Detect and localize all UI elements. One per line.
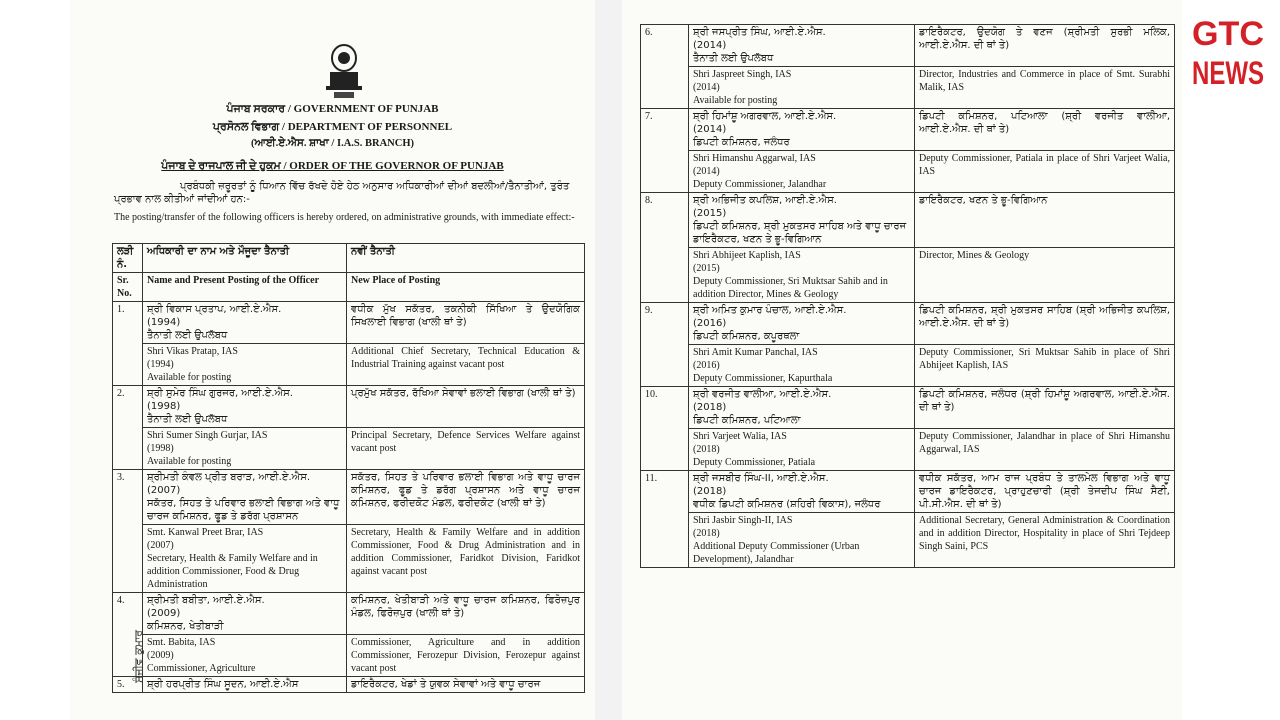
table-row [641,387,1175,429]
new-posting-english: Director, Industries and Commerce in place of Smt. Surabhi Malik, IAS [915,67,1175,109]
officer-punjabi-line: ਸ਼੍ਰੀ ਅਮਿਤ ਕੁਮਾਰ ਪੰਚਾਲ, ਆਈ.ਏ.ਐਸ. [693,305,847,316]
table-row [641,248,1175,303]
officer-english [143,428,347,470]
new-posting-punjabi: ਡਿਪਟੀ ਕਮਿਸ਼ਨਰ, ਸ਼੍ਰੀ ਮੁਕਤਸਰ ਸਾਹਿਬ (ਸ਼੍ਰੀ ਅਭਿਜੀਤ ਕਪਲਿਸ਼, ਆਈ.ਏ.ਐਸ. ਦੀ ਥਾਂ ਤੇ) [915,303,1175,345]
serial-number: 7. [641,109,689,193]
officer-punjabi-line: (2015) [693,208,727,219]
serial-number: 10. [641,387,689,471]
gtc-news-logo [1189,8,1267,90]
officer-english [689,248,915,303]
table-header-en [113,273,585,302]
table-row [113,302,585,344]
left-table-body [113,302,585,693]
officer-english-line: Available for posting [147,372,232,383]
table-row [641,109,1175,151]
header-sr-pa: ਲੜੀ ਨੰ. [113,244,143,273]
new-posting-english: Additional Chief Secretary, Technical Education & Industrial Training against vacant post [347,344,585,386]
table-row [641,25,1175,67]
header-new-pa: ਨਵੀਂ ਤੈਨਾਤੀ [347,244,585,273]
table-row [641,303,1175,345]
officer-punjabi-line: (2018) [693,402,727,413]
officer-english-line: Shri Sumer Singh Gurjar, IAS [147,430,268,441]
officer-punjabi-line: ਕਮਿਸ਼ਨਰ, ਖੇਤੀਬਾੜੀ [147,621,224,632]
new-posting-punjabi: ਡਾਇਰੈਕਟਰ, ਖੇਡਾਂ ਤੇ ਯੁਵਕ ਸੇਵਾਵਾਂ ਅਤੇ ਵਾਧੂ ਚਾਰਜ [347,677,585,693]
officer-english-line: Secretary, Health & Family Welfare and in addition Commissioner, Food & Drug Administration [147,553,318,590]
new-posting-english: Principal Secretary, Defence Services Welfare against vacant post [347,428,585,470]
officer-english-line: Shri Jaspreet Singh, IAS [693,69,792,80]
officer-punjabi-line: (2014) [693,40,727,51]
officer-punjabi-line: (2009) [147,608,181,619]
officer-punjabi-line: ਸ਼੍ਰੀ ਅਭਿਜੀਤ ਕਪਲਿਸ਼, ਆਈ.ਏ.ਐਸ. [693,195,837,206]
officer-punjabi [689,471,915,513]
left-document-page [70,0,595,720]
side-handwritten-note: ਸੰਜੀਵ ਕੁਮਾਰ [132,630,145,683]
officer-english-line: (2018) [693,444,720,455]
new-posting-english: Director, Mines & Geology [915,248,1175,303]
serial-number: 5. [113,677,143,693]
table-row [641,193,1175,248]
officer-english-line: Shri Abhijeet Kaplish, IAS [693,250,801,261]
officer-english-line: (2014) [693,166,720,177]
officer-english [689,345,915,387]
table-row [113,470,585,525]
officer-english-line: Deputy Commissioner, Patiala [693,457,816,468]
serial-number: 6. [641,25,689,109]
officer-punjabi-line: (2007) [147,485,181,496]
officer-punjabi-line: (2014) [693,124,727,135]
officer-punjabi-line: ਸ਼੍ਰੀ ਜਸਬੀਰ ਸਿੰਘ-II, ਆਈ.ਏ.ਐਸ. [693,473,829,484]
officer-english [689,67,915,109]
new-posting-punjabi: ਪ੍ਰਮੁੱਖ ਸਕੱਤਰ, ਰੱਖਿਆ ਸੇਵਾਵਾਂ ਭਲਾਈ ਵਿਭਾਗ (ਖਾਲੀ ਥਾਂ ਤੇ) [347,386,585,428]
new-posting-punjabi: ਡਾਇਰੈਕਟਰ, ਖਣਨ ਤੇ ਭੂ-ਵਿਗਿਆਨ [915,193,1175,248]
new-posting-english: Deputy Commissioner, Patiala in place of Shri Varjeet Walia, IAS [915,151,1175,193]
officer-english-line: Additional Deputy Commissioner (Urban Development), Jalandhar [693,541,860,565]
table-row [641,471,1175,513]
right-document-page [622,0,1182,720]
orders-table-right [640,24,1175,568]
officer-punjabi [689,193,915,248]
officer-punjabi-line: (1998) [147,401,181,412]
officer-english-line: Shri Jasbir Singh-II, IAS [693,515,793,526]
new-posting-punjabi: ਡਾਇਰੈਕਟਰ, ਉਦਯੋਗ ਤੇ ਵਣਜ (ਸ਼੍ਰੀਮਤੀ ਸੁਰਭੀ ਮਲਿਕ, ਆਈ.ਏ.ਐਸ. ਦੀ ਥਾਂ ਤੇ) [915,25,1175,67]
officer-english [689,429,915,471]
officer-english [143,635,347,677]
officer-english-line: Deputy Commissioner, Sri Muktsar Sahib and in addition Director, Mines & Geology [693,276,888,300]
officer-punjabi [689,387,915,429]
serial-number: 4. [113,593,143,677]
table-row [641,67,1175,109]
officer-punjabi [143,302,347,344]
officer-english-line: Shri Amit Kumar Panchal, IAS [693,347,818,358]
table-row [641,513,1175,568]
officer-punjabi-line: (2018) [693,486,727,497]
officer-english-line: (2018) [693,528,720,539]
officer-punjabi-line: ਵਧੀਕ ਡਿਪਟੀ ਕਮਿਸ਼ਨਰ (ਸ਼ਹਿਰੀ ਵਿਕਾਸ), ਜਲੰਧਰ [693,499,881,510]
new-posting-english: Deputy Commissioner, Sri Muktsar Sahib in place of Shri Abhijeet Kaplish, IAS [915,345,1175,387]
officer-english [689,513,915,568]
officer-punjabi-line: ਸ਼੍ਰੀ ਹਰਪ੍ਰੀਤ ਸਿੰਘ ਸੂਦਨ, ਆਈ.ਏ.ਐਸ [147,679,299,690]
officer-punjabi-line: ਸ਼੍ਰੀਮਤੀ ਕੰਵਲ ਪ੍ਰੀਤ ਬਰਾੜ, ਆਈ.ਏ.ਐਸ. [147,472,311,483]
header-officer-pa: ਅਧਿਕਾਰੀ ਦਾ ਨਾਮ ਅਤੇ ਮੌਜੂਦਾ ਤੈਨਾਤੀ [143,244,347,273]
header-branch: (ਆਈ.ਏ.ਐਸ. ਸ਼ਾਖਾ / I.A.S. BRANCH) [251,138,414,149]
new-posting-punjabi: ਸਕੱਤਰ, ਸਿਹਤ ਤੇ ਪਰਿਵਾਰ ਭਲਾਈ ਵਿਭਾਗ ਅਤੇ ਵਾਧੂ ਚਾਰਜ ਕਮਿਸ਼ਨਰ, ਫੂਡ ਤੇ ਡਰੱਗ ਪ੍ਰਸ਼ਾਸਨ ਅਤੇ ਵਾਧੂ ਚਾਰਜ ਕਮਿਸ਼ਨਰ, ਫਰੀਦਕੋਟ ਮੰਡਲ, ਫਰੀਦਕੋਟ (ਖਾਲੀ ਥਾਂ ਤੇ) [347,470,585,525]
officer-punjabi-line: ਡਿਪਟੀ ਕਮਿਸ਼ਨਰ, ਜਲੰਧਰ [693,137,790,148]
intro-english: The posting/transfer of the following officers is hereby ordered, on administrative grounds, with immediate effect:- [114,212,575,223]
officer-punjabi [143,386,347,428]
officer-english-line: Smt. Kanwal Preet Brar, IAS [147,527,264,538]
logo-line2: NEWS [1192,55,1264,91]
officer-punjabi-line: ਸ਼੍ਰੀ ਹਿਮਾਂਸ਼ੂ ਅਗਰਵਾਲ, ਆਈ.ਏ.ਐਸ. [693,111,837,122]
table-header-pa [113,244,585,273]
officer-punjabi-line: ਡਿਪਟੀ ਕਮਿਸ਼ਨਰ, ਸ਼੍ਰੀ ਮੁਕਤਸਰ ਸਾਹਿਬ ਅਤੇ ਵਾਧੂ ਚਾਰਜ ਡਾਇਰੈਕਟਰ, ਖਣਨ ਤੇ ਭੂ-ਵਿਗਿਆਨ [693,221,907,245]
new-posting-english: Secretary, Health & Family Welfare and in addition Commissioner, Food & Drug Administration and in addition Commissioner, Faridkot Division, Faridkot against vacant post [347,525,585,593]
table-row [113,428,585,470]
orders-table-left [112,243,585,693]
serial-number: 3. [113,470,143,593]
officer-punjabi [689,109,915,151]
officer-english-line: (2007) [147,540,174,551]
officer-english-line: Deputy Commissioner, Jalandhar [693,179,827,190]
table-row [641,429,1175,471]
new-posting-punjabi: ਵਧੀਕ ਮੁੱਖ ਸਕੱਤਰ, ਤਕਨੀਕੀ ਸਿੱਖਿਆ ਤੇ ਉਦਯੋਗਿਕ ਸਿਖਲਾਈ ਵਿਭਾਗ (ਖਾਲੀ ਥਾਂ ਤੇ) [347,302,585,344]
header-department: ਪ੍ਰਸੋਨਲ ਵਿਭਾਗ / DEPARTMENT OF PERSONNEL [212,121,453,133]
header-sr-en: Sr. No. [113,273,143,302]
table-row [113,593,585,635]
officer-english [689,151,915,193]
officer-english-line: (1998) [147,443,174,454]
new-posting-english: Deputy Commissioner, Jalandhar in place of Shri Himanshu Aggarwal, IAS [915,429,1175,471]
new-posting-punjabi: ਡਿਪਟੀ ਕਮਿਸ਼ਨਰ, ਜਲੰਧਰ (ਸ਼੍ਰੀ ਹਿਮਾਂਸ਼ੂ ਅਗਰਵਾਲ, ਆਈ.ਏ.ਐਸ. ਦੀ ਥਾਂ ਤੇ) [915,387,1175,429]
officer-english-line: (2015) [693,263,720,274]
table-row [113,525,585,593]
table-row [113,386,585,428]
officer-english-line: (1994) [147,359,174,370]
officer-english-line: Available for posting [693,95,778,106]
officer-english-line: (2014) [693,82,720,93]
officer-english-line: (2016) [693,360,720,371]
officer-punjabi [689,25,915,67]
officer-punjabi [143,470,347,525]
table-row [113,677,585,693]
logo-line1: GTC [1192,15,1264,53]
officer-punjabi-line: ਸ਼੍ਰੀਮਤੀ ਬਬੀਤਾ, ਆਈ.ਏ.ਐਸ. [147,595,265,606]
table-row [641,345,1175,387]
officer-punjabi [143,677,347,693]
order-title: ਪੰਜਾਬ ਦੇ ਰਾਜਪਾਲ ਜੀ ਦੇ ਹੁਕਮ / ORDER OF THE GOVERNOR OF PUNJAB [161,160,504,172]
serial-number: 9. [641,303,689,387]
officer-english-line: (2009) [147,650,174,661]
header-government: ਪੰਜਾਬ ਸਰਕਾਰ / GOVERNMENT OF PUNJAB [226,103,439,115]
table-row [113,635,585,677]
officer-punjabi-line: ਸ਼੍ਰੀ ਵਰਜੀਤ ਵਾਲੀਆ, ਆਈ.ਏ.ਐਸ. [693,389,832,400]
officer-english-line: Smt. Babita, IAS [147,637,216,648]
officer-english-line: Commissioner, Agriculture [147,663,256,674]
officer-punjabi [143,593,347,635]
officer-english [143,344,347,386]
officer-punjabi-line: ਸ਼੍ਰੀ ਵਿਕਾਸ ਪ੍ਰਤਾਪ, ਆਈ.ਏ.ਐਸ. [147,304,282,315]
state-emblem-icon [316,42,372,102]
officer-punjabi-line: ਸਕੱਤਰ, ਸਿਹਤ ਤੇ ਪਰਿਵਾਰ ਭਲਾਈ ਵਿਭਾਗ ਅਤੇ ਵਾਧੂ ਚਾਰਜ ਕਮਿਸ਼ਨਰ, ਫੂਡ ਤੇ ਡਰੱਗ ਪ੍ਰਸ਼ਾਸਨ [147,498,340,522]
serial-number: 8. [641,193,689,303]
table-row [113,344,585,386]
officer-english [143,525,347,593]
officer-punjabi-line: (2016) [693,318,727,329]
officer-punjabi-line: ਤੈਨਾਤੀ ਲਈ ਉਪਲੱਬਧ [147,414,228,425]
new-posting-english: Commissioner, Agriculture and in addition Commissioner, Ferozepur Division, Ferozepur against vacant post [347,635,585,677]
officer-punjabi-line: ਡਿਪਟੀ ਕਮਿਸ਼ਨਰ, ਕਪੂਰਥਲਾ [693,331,800,342]
officer-english-line: Shri Varjeet Walia, IAS [693,431,787,442]
officer-punjabi-line: (1994) [147,317,181,328]
officer-punjabi [689,303,915,345]
new-posting-punjabi: ਡਿਪਟੀ ਕਮਿਸ਼ਨਰ, ਪਟਿਆਲਾ (ਸ਼੍ਰੀ ਵਰਜੀਤ ਵਾਲੀਆ, ਆਈ.ਏ.ਐਸ. ਦੀ ਥਾਂ ਤੇ) [915,109,1175,151]
officer-punjabi-line: ਸ਼੍ਰੀ ਸੁਮੇਰ ਸਿੰਘ ਗੁਰਜਰ, ਆਈ.ਏ.ਐਸ. [147,388,293,399]
officer-punjabi-line: ਤੈਨਾਤੀ ਲਈ ਉਪਲੱਬਧ [147,330,228,341]
officer-english-line: Deputy Commissioner, Kapurthala [693,373,833,384]
new-posting-punjabi: ਵਧੀਕ ਸਕੱਤਰ, ਆਮ ਰਾਜ ਪ੍ਰਬੰਧ ਤੇ ਤਾਲਮੇਲ ਵਿਭਾਗ ਅਤੇ ਵਾਧੂ ਚਾਰਜ ਡਾਇਰੈਕਟਰ, ਪ੍ਰਾਹੁਣਚਾਰੀ (ਸ਼੍ਰੀ ਤੇਜਦੀਪ ਸਿੰਘ ਸੈਣੀ, ਪੀ.ਸੀ.ਐਸ. ਦੀ ਥਾਂ ਤੇ) [915,471,1175,513]
table-row [641,151,1175,193]
intro-punjabi: ਪ੍ਰਬੰਧਕੀ ਜ਼ਰੂਰਤਾਂ ਨੂੰ ਧਿਆਨ ਵਿੱਚ ਰੱਖਦੇ ਹੋਏ ਹੇਠ ਅਨੁਸਾਰ ਅਧਿਕਾਰੀਆਂ ਦੀਆਂ ਬਦਲੀਆਂ/ਤੈਨਾਤੀਆਂ, ਤੁਰੰਤ ਪ੍ਰਭਾਵ ਨਾਲ ਕੀਤੀਆਂ ਜਾਂਦੀਆਂ ਹਨ:- [114,181,570,205]
new-posting-english: Additional Secretary, General Administration & Coordination and in addition Director, Hospitality in place of Shri Tejdeep Singh Saini, PCS [915,513,1175,568]
serial-number: 11. [641,471,689,568]
officer-punjabi-line: ਡਿਪਟੀ ਕਮਿਸ਼ਨਰ, ਪਟਿਆਲਾ [693,415,801,426]
serial-number: 2. [113,386,143,470]
header-new-en: New Place of Posting [347,273,585,302]
serial-number: 1. [113,302,143,386]
officer-punjabi-line: ਸ਼੍ਰੀ ਜਸਪ੍ਰੀਤ ਸਿੰਘ, ਆਈ.ਏ.ਐਸ. [693,27,826,38]
officer-english-line: Shri Vikas Pratap, IAS [147,346,238,357]
new-posting-punjabi: ਕਮਿਸ਼ਨਰ, ਖੇਤੀਬਾੜੀ ਅਤੇ ਵਾਧੂ ਚਾਰਜ ਕਮਿਸ਼ਨਰ, ਫਿਰੋਜ਼ਪੁਰ ਮੰਡਲ, ਫਿਰੋਜ਼ਪੁਰ (ਖਾਲੀ ਥਾਂ ਤੇ) [347,593,585,635]
officer-english-line: Available for posting [147,456,232,467]
page-gutter [595,0,622,720]
header-officer-en: Name and Present Posting of the Officer [143,273,347,302]
officer-punjabi-line: ਤੈਨਾਤੀ ਲਈ ਉਪਲੱਬਧ [693,53,774,64]
officer-english-line: Shri Himanshu Aggarwal, IAS [693,153,816,164]
right-table-body [641,25,1175,568]
